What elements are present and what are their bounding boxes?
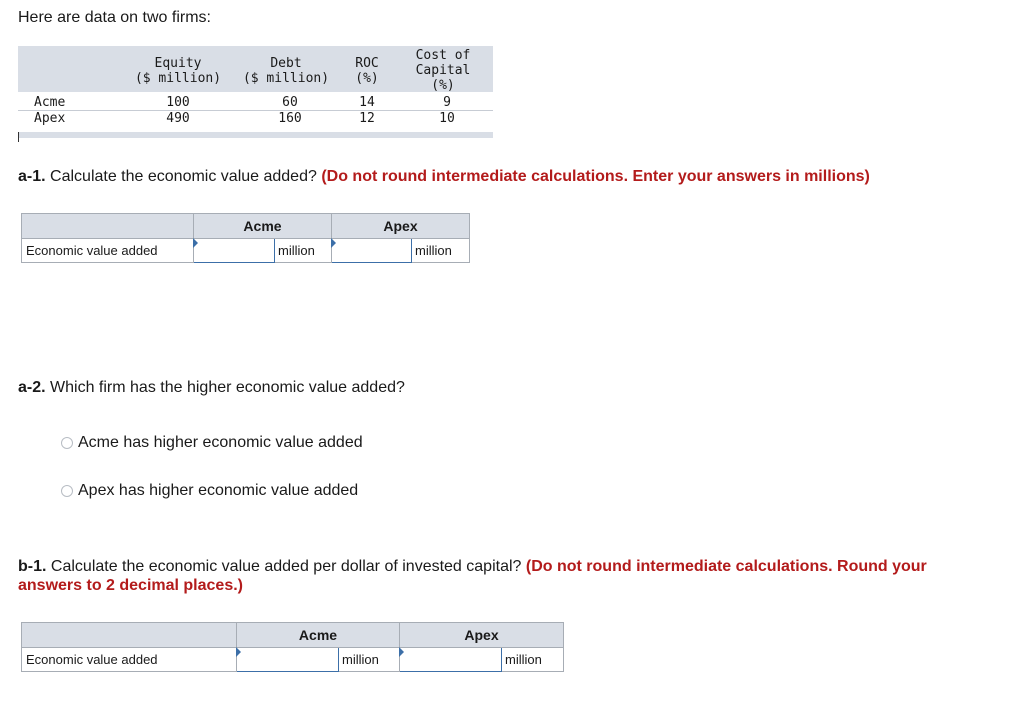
row-apex-roc: 12 <box>359 111 375 126</box>
b1-grid-corner <box>22 623 237 648</box>
row-acme-name: Acme <box>34 95 66 110</box>
header-debt-line2: ($ million) <box>242 71 330 86</box>
question-a2-text: Which firm has the higher economic value added? <box>50 379 405 396</box>
a1-row-label: Economic value added <box>22 239 194 263</box>
header-coc-line1: Cost of <box>415 48 471 63</box>
radio-option-apex[interactable] <box>61 482 358 500</box>
b1-apex-input-cell[interactable] <box>400 648 502 672</box>
question-a2 <box>18 378 405 398</box>
b1-apex-input[interactable] <box>400 648 501 671</box>
question-b1-note-line1: (Do not round intermediate calculations. Round your <box>525 558 927 575</box>
b1-row-label: Economic value added <box>22 648 237 672</box>
row-apex-debt: 160 <box>278 111 302 126</box>
a1-apex-input[interactable] <box>332 239 411 262</box>
a1-answer-grid <box>21 213 470 263</box>
radio-option-apex-label: Apex has higher economic value added <box>78 482 359 499</box>
row-acme-coc: 9 <box>443 95 451 110</box>
question-b1-label: b-1. <box>18 558 47 575</box>
header-debt-line1: Debt <box>270 56 302 71</box>
radio-button-icon[interactable] <box>61 485 73 497</box>
a1-acme-input[interactable] <box>194 239 274 262</box>
a1-col-apex: Apex <box>332 214 470 239</box>
b1-answer-grid <box>21 622 564 672</box>
a1-acme-unit: million <box>275 239 332 263</box>
header-roc-line1: ROC <box>355 56 379 71</box>
input-flag-icon <box>193 238 198 248</box>
question-a1-label: a-1. <box>18 168 46 185</box>
a1-apex-input-cell[interactable] <box>332 239 412 263</box>
question-a1 <box>18 167 870 187</box>
header-equity-line2: ($ million) <box>134 71 222 86</box>
row-apex-equity: 490 <box>166 111 190 126</box>
row-acme-equity: 100 <box>166 95 190 110</box>
radio-option-acme[interactable] <box>61 434 363 452</box>
a1-col-acme: Acme <box>194 214 332 239</box>
question-b1-text: Calculate the economic value added per dollar of invested capital? <box>50 558 522 575</box>
radio-option-acme-label: Acme has higher economic value added <box>78 434 363 451</box>
a1-acme-input-cell[interactable] <box>194 239 275 263</box>
input-flag-icon <box>331 238 336 248</box>
question-b1 <box>18 557 927 577</box>
row-apex-name: Apex <box>34 111 66 126</box>
input-flag-icon <box>399 647 404 657</box>
a1-grid-corner <box>22 214 194 239</box>
input-flag-icon <box>236 647 241 657</box>
b1-acme-input[interactable] <box>237 648 338 671</box>
b1-col-apex: Apex <box>400 623 564 648</box>
header-roc-line2: (%) <box>355 71 379 86</box>
radio-button-icon[interactable] <box>61 437 73 449</box>
a1-apex-unit: million <box>412 239 470 263</box>
b1-acme-unit: million <box>339 648 400 672</box>
question-a2-label: a-2. <box>18 379 46 396</box>
question-a1-text: Calculate the economic value added? <box>50 168 317 185</box>
b1-col-acme: Acme <box>237 623 400 648</box>
header-coc-line2: Capital <box>415 63 471 78</box>
b1-apex-unit: million <box>502 648 564 672</box>
row-acme-debt: 60 <box>282 95 298 110</box>
firm-data-table <box>18 46 493 142</box>
b1-acme-input-cell[interactable] <box>237 648 339 672</box>
intro-text: Here are data on two firms: <box>18 9 211 26</box>
header-coc-line3: (%) <box>431 78 455 93</box>
question-b1-note-line2: answers to 2 decimal places.) <box>18 577 243 594</box>
table-bottom-band <box>18 132 493 138</box>
header-equity-line1: Equity <box>154 56 202 71</box>
question-a1-note: (Do not round intermediate calculations. Enter your answers in millions) <box>321 168 870 185</box>
table-corner-mark <box>18 132 19 142</box>
row-acme-roc: 14 <box>359 95 375 110</box>
row-apex-coc: 10 <box>439 111 455 126</box>
